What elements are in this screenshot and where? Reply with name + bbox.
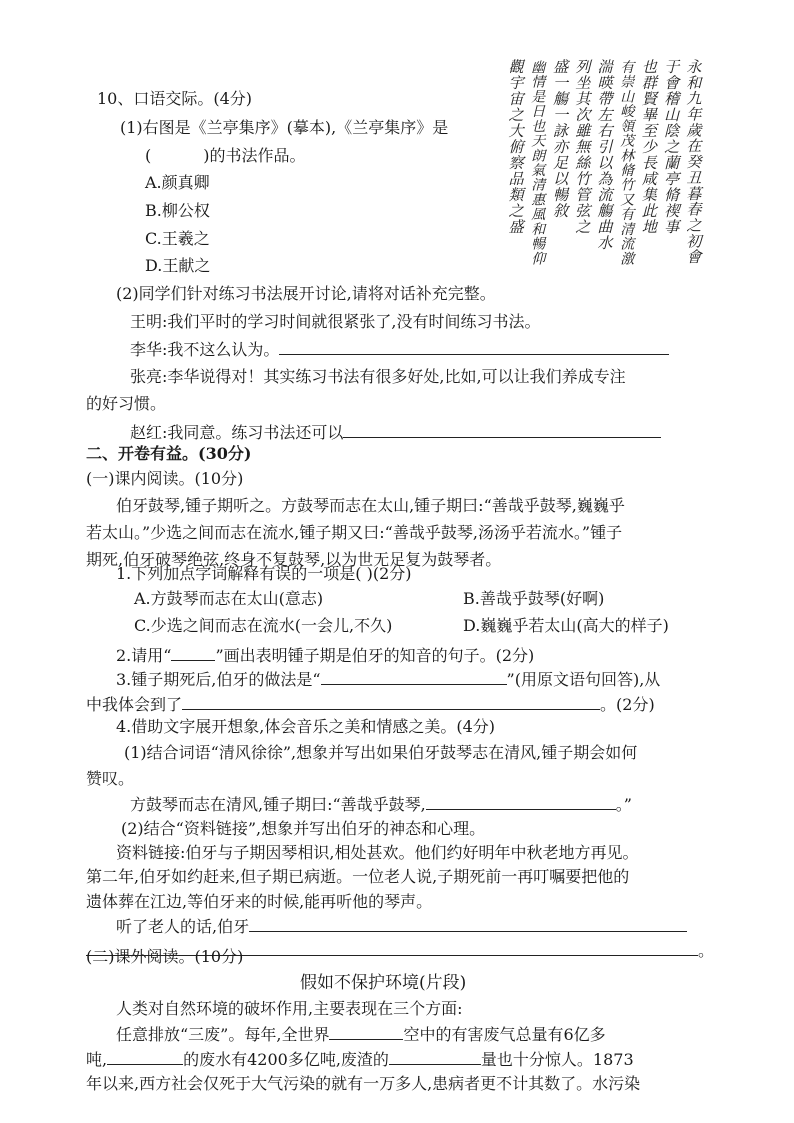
calligraphy-glyph: 宇 <box>508 74 524 92</box>
dialogue-wangming: 王明:我们平时的学习时间就很紧张了,没有时间练习书法。 <box>130 312 541 331</box>
calligraphy-glyph: 盛 <box>553 58 569 76</box>
dialogue-zhaohong: 赵红:我同意。练习书法还可以 <box>130 421 661 444</box>
calligraphy-glyph: 天 <box>531 133 546 150</box>
calligraphy-glyph: 崇 <box>620 74 635 91</box>
q1-option-a: A.方鼓琴而志在太山(意志) <box>134 589 324 608</box>
calligraphy-glyph: 有 <box>620 207 635 224</box>
calligraphy-glyph: 丑 <box>686 168 702 187</box>
calligraphy-glyph: 流 <box>597 186 613 204</box>
calligraphy-glyph: 又 <box>620 192 635 209</box>
calligraphy-glyph: 大 <box>508 122 524 140</box>
calligraphy-glyph: 永 <box>686 58 702 76</box>
dialogue-zhangliang-cont: 的好习惯。 <box>86 394 167 413</box>
calligraphy-glyph: 觴 <box>597 202 613 220</box>
option-b: B.柳公权 <box>145 201 210 220</box>
calligraphy-glyph: 之 <box>508 202 524 220</box>
calligraphy-glyph: 以 <box>597 154 613 172</box>
calligraphy-glyph: 咸 <box>641 170 657 188</box>
calligraphy-glyph: 蘭 <box>664 154 680 172</box>
section-2-part2-heading: (二)课外阅读。(10分) <box>86 947 244 966</box>
q10-part2: (2)同学们针对练习书法展开讨论,请将对话补充完整。 <box>116 284 496 303</box>
calligraphy-glyph: 群 <box>641 74 657 92</box>
calligraphy-glyph: 清 <box>620 221 635 238</box>
calligraphy-glyph: 會 <box>686 248 702 267</box>
calligraphy-glyph: 絲 <box>575 154 591 172</box>
calligraphy-glyph: 右 <box>597 122 613 140</box>
question-4-part2: (2)结合“资料链接”,想象并写出伯牙的神态和心理。 <box>121 819 486 838</box>
calligraphy-glyph: 之 <box>575 218 591 236</box>
calligraphy-glyph: 氣 <box>531 163 546 179</box>
calligraphy-glyph: 其 <box>575 90 591 108</box>
calligraphy-glyph: 暢 <box>553 186 569 204</box>
calligraphy-glyph: 脩 <box>620 163 635 179</box>
q1-option-d: D.巍巍乎若太山(高大的样子) <box>463 616 669 635</box>
calligraphy-glyph: 和 <box>686 73 702 92</box>
calligraphy-glyph: 敘 <box>553 202 569 220</box>
calligraphy-glyph: 暢 <box>531 236 546 253</box>
calligraphy-glyph: 山 <box>664 106 680 124</box>
calligraphy-glyph: 日 <box>531 104 546 121</box>
passage-line-3: 期死,伯牙破琴绝弦,终身不复鼓琴,以为世无足复为鼓琴者。 <box>86 550 502 569</box>
calligraphy-glyph: 品 <box>508 170 524 188</box>
calligraphy-glyph: 此 <box>641 202 657 220</box>
calligraphy-glyph: 之 <box>508 106 524 124</box>
calligraphy-glyph: 有 <box>620 60 635 76</box>
calligraphy-glyph: 俯 <box>508 138 524 156</box>
calligraphy-glyph: 事 <box>664 218 680 236</box>
calligraphy-glyph: 雖 <box>575 122 591 140</box>
boya-answer-line-2: 。 <box>86 939 714 962</box>
answer-blank[interactable] <box>321 668 507 685</box>
calligraphy-glyph: 少 <box>641 138 657 156</box>
question-4-part1: (1)结合词语“清风徐徐”,想象并写出如果伯牙鼓琴志在清风,锺子期会如何 <box>124 743 638 762</box>
calligraphy-glyph: 也 <box>641 58 657 76</box>
calligraphy-glyph: 列 <box>575 58 591 76</box>
calligraphy-glyph: 亭 <box>664 170 680 188</box>
calligraphy-glyph: 至 <box>641 122 657 140</box>
answer-blank[interactable] <box>329 1023 403 1040</box>
calligraphy-glyph: 之 <box>686 216 702 235</box>
dialogue-zhangliang: 张亮:李华说得对！其实练习书法有很多好处,比如,可以让我们养成专注 <box>130 367 626 386</box>
calligraphy-glyph: 林 <box>620 148 635 165</box>
calligraphy-glyph: 在 <box>686 137 702 156</box>
article-line-3: 吨, 的废水有4200多亿吨,废渣的 量也十分惊人。1873 <box>86 1050 634 1069</box>
calligraphy-glyph: 之 <box>664 138 680 156</box>
lanting-calligraphy-image <box>505 58 705 270</box>
calligraphy-glyph: 陰 <box>664 122 680 140</box>
passage-line-2: 若太山。”少选之间而志在流水,锺子期又曰:“善哉乎鼓琴,汤汤乎若流水。”锺子 <box>86 523 623 542</box>
calligraphy-glyph: 會 <box>664 74 680 92</box>
article-line-4: 年以来,西方社会仅死于大气污染的就有一万多人,患病者更不计其数了。水污染 <box>86 1074 641 1093</box>
calligraphy-glyph: 引 <box>597 138 613 156</box>
calligraphy-glyph: 賢 <box>641 90 657 108</box>
calligraphy-glyph: 為 <box>597 170 613 188</box>
calligraphy-glyph: 峻 <box>620 104 635 121</box>
calligraphy-glyph: 年 <box>686 105 702 124</box>
answer-blank[interactable] <box>389 1048 481 1065</box>
calligraphy-glyph: 暮 <box>686 184 702 203</box>
calligraphy-glyph: 情 <box>531 74 546 91</box>
q1-option-c: C.少选之间而志在流水(一会儿,不久) <box>134 616 393 635</box>
section-2-heading: 二、开卷有益。(30分) <box>86 444 252 463</box>
calligraphy-glyph: 和 <box>531 221 546 238</box>
calligraphy-glyph: 惠 <box>531 192 546 209</box>
article-line-2: 任意排放“三废”。每年,全世界 空中的有害废气总量有6亿多 <box>116 1025 606 1044</box>
calligraphy-glyph: 坐 <box>575 74 591 92</box>
calligraphy-glyph: 以 <box>553 170 569 188</box>
calligraphy-glyph: 風 <box>531 207 546 224</box>
question-3-cont: 中我体会到了 。(2分) <box>86 695 655 714</box>
calligraphy-glyph: 暎 <box>597 74 613 92</box>
passage-line-1: 伯牙鼓琴,锺子期听之。方鼓琴而志在太山,锺子期曰:“善哉乎鼓琴,巍巍乎 <box>116 496 625 515</box>
dialogue-lihua: 李华:我不这么认为。 <box>130 338 669 361</box>
calligraphy-glyph: 激 <box>620 251 635 268</box>
calligraphy-glyph: 竹 <box>575 170 591 188</box>
calligraphy-glyph: 觴 <box>553 90 569 108</box>
q1-option-b: B.善哉乎鼓琴(好啊) <box>463 589 605 608</box>
calligraphy-glyph: 山 <box>620 89 635 106</box>
calligraphy-glyph: 幽 <box>531 60 546 76</box>
calligraphy-glyph: 稽 <box>664 90 680 108</box>
boya-answer-line: 听了老人的话,伯牙 <box>116 915 687 938</box>
calligraphy-glyph: 畢 <box>641 106 657 124</box>
calligraphy-glyph: 是 <box>531 89 546 106</box>
answer-blank[interactable] <box>182 693 600 710</box>
calligraphy-glyph: 集 <box>641 186 657 204</box>
q10-part1-line2: ( )的书法作品。 <box>145 146 306 165</box>
calligraphy-glyph: 禊 <box>664 202 680 220</box>
calligraphy-glyph: 次 <box>575 106 591 124</box>
answer-blank[interactable] <box>249 915 687 932</box>
calligraphy-glyph: 足 <box>553 154 569 172</box>
calligraphy-glyph: 左 <box>597 106 613 124</box>
calligraphy-glyph: 帶 <box>597 90 613 108</box>
answer-blank[interactable] <box>426 793 616 810</box>
question-2: 2.请用“ ”画出表明锺子期是伯牙的知音的句子。(2分) <box>116 646 535 665</box>
calligraphy-glyph: 亦 <box>553 138 569 156</box>
calligraphy-glyph: 盛 <box>508 218 524 236</box>
calligraphy-glyph: 竹 <box>620 177 635 194</box>
calligraphy-glyph: 九 <box>686 89 702 108</box>
question-4-part1-answer: 方鼓琴而志在清风,锺子期曰:“善哉乎鼓琴, 。” <box>130 795 632 814</box>
question-3: 3.锺子期死后,伯牙的做法是“ ”(用原文语句回答),从 <box>116 670 661 689</box>
calligraphy-glyph: 春 <box>686 200 702 219</box>
calligraphy-glyph: 地 <box>641 218 657 236</box>
answer-blank[interactable] <box>107 1048 183 1065</box>
calligraphy-glyph: 長 <box>641 154 657 172</box>
calligraphy-glyph: 歲 <box>686 121 702 140</box>
calligraphy-glyph: 湍 <box>597 58 613 76</box>
calligraphy-glyph: 弦 <box>575 202 591 220</box>
calligraphy-glyph: 觀 <box>508 58 524 76</box>
question-1: 1.下列加点字词解释有误的一项是( )(2分) <box>116 564 412 583</box>
calligraphy-glyph: 領 <box>620 118 635 135</box>
calligraphy-glyph: 一 <box>553 106 569 124</box>
option-a: A.颜真卿 <box>145 173 210 192</box>
calligraphy-glyph: 茂 <box>620 133 635 150</box>
option-d: D.王献之 <box>145 256 211 275</box>
option-c: C.王羲之 <box>145 229 210 248</box>
calligraphy-glyph: 察 <box>508 154 524 172</box>
calligraphy-glyph: 無 <box>575 138 591 156</box>
calligraphy-glyph: 清 <box>531 177 546 194</box>
section-2-part1-heading: (一)课内阅读。(10分) <box>86 469 244 488</box>
wavy-line-sample <box>171 644 215 661</box>
calligraphy-glyph: 脩 <box>664 186 680 204</box>
calligraphy-glyph: 曲 <box>597 218 613 236</box>
resource-link-line-2: 第二年,伯牙如约赶来,但子期已病逝。一位老人说,子期死前一再叮嘱要把他的 <box>86 867 630 886</box>
resource-link-line-1: 资料链接:伯牙与子期因琴相识,相处甚欢。他们约好明年中秋老地方再见。 <box>116 843 639 862</box>
calligraphy-glyph: 一 <box>553 74 569 92</box>
calligraphy-glyph: 初 <box>686 232 702 251</box>
calligraphy-glyph: 管 <box>575 186 591 204</box>
calligraphy-glyph: 朗 <box>531 148 546 165</box>
calligraphy-glyph: 宙 <box>508 90 524 108</box>
question-4: 4.借助文字展开想象,体会音乐之美和情感之美。(4分) <box>116 717 496 736</box>
calligraphy-glyph: 仰 <box>531 251 546 268</box>
answer-blank[interactable] <box>279 338 669 355</box>
question-4-part1-cont: 赞叹。 <box>86 769 135 788</box>
calligraphy-glyph: 癸 <box>686 153 702 172</box>
calligraphy-glyph: 于 <box>664 58 680 76</box>
calligraphy-glyph: 詠 <box>553 122 569 140</box>
article-line-1: 人类对自然环境的破坏作用,主要表现在三个方面: <box>116 999 463 1018</box>
calligraphy-glyph: 類 <box>508 186 524 204</box>
question-10-heading: 10、口语交际。(4分) <box>97 89 253 108</box>
answer-blank[interactable] <box>343 421 661 438</box>
resource-link-line-3: 遗体葬在江边,等伯牙来的时候,能再听他的琴声。 <box>86 892 433 911</box>
calligraphy-glyph: 水 <box>597 234 613 252</box>
article-title: 假如不保护环境(片段) <box>300 973 467 993</box>
calligraphy-glyph: 流 <box>620 236 635 253</box>
calligraphy-glyph: 也 <box>531 118 546 135</box>
q10-part1-line1: (1)右图是《兰亭集序》(摹本),《兰亭集序》是 <box>120 118 449 137</box>
